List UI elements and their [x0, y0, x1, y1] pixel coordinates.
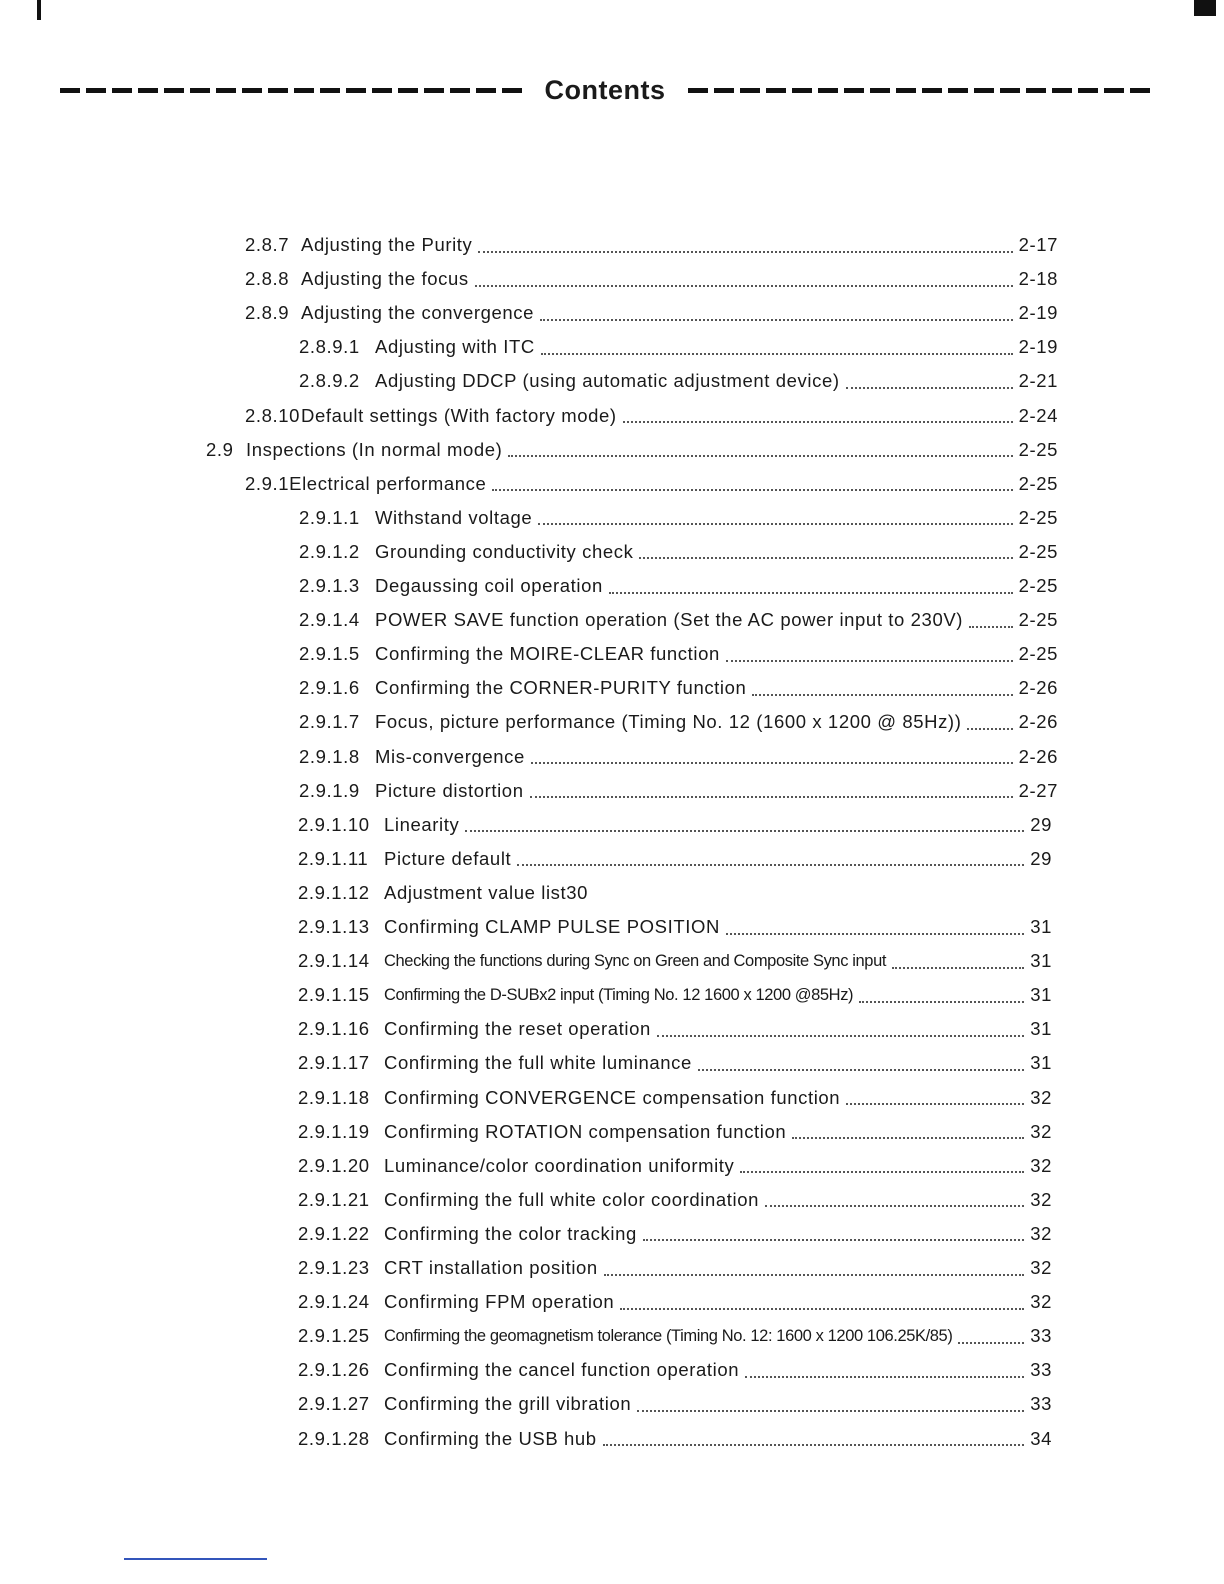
toc-entry-number: 2.9.1.23 — [298, 1257, 370, 1278]
toc-entry — [298, 808, 1052, 842]
toc-entry-page: 2-25 — [1018, 609, 1058, 631]
toc-entry-number: 2.9.1.21 — [298, 1188, 370, 1210]
toc-entry-number: 2.9.1.25 — [298, 1325, 370, 1347]
toc-entry-number: 2.9.1 — [245, 472, 290, 494]
toc-entry-title: Adjustment value list30 — [384, 881, 589, 903]
toc-entry-number: 2.9.1.26 — [298, 1359, 370, 1381]
toc-entry-title: Mis-convergence — [375, 745, 525, 767]
toc-entry-number: 2.9.1.13 — [298, 916, 370, 937]
toc-entry — [298, 1012, 1052, 1046]
toc-entry-number: 2.9.1.16 — [298, 1018, 370, 1040]
toc-entry-title: Confirming the reset operation — [384, 1018, 651, 1040]
toc-entry-number: 2.9.1.27 — [298, 1393, 370, 1415]
toc-entry-title: Adjusting with ITC — [375, 336, 535, 358]
toc-entry-page: 31 — [1030, 950, 1052, 972]
toc-entry-page: 2-19 — [1018, 302, 1058, 324]
toc-entry-number: 2.9.1.6 — [299, 677, 360, 699]
toc-entry-title: Adjusting the convergence — [301, 302, 535, 324]
toc-entry-page: 32 — [1030, 1120, 1052, 1142]
toc-entry-page: 31 — [1030, 916, 1052, 937]
dot-leader — [609, 591, 1013, 594]
toc-entry — [298, 944, 1052, 978]
toc-entry-number: 2.9.1.7 — [299, 711, 360, 733]
toc-entry — [299, 705, 1058, 739]
toc-entry-page: 34 — [1030, 1427, 1052, 1449]
dot-leader — [531, 761, 1013, 764]
toc-entry-page: 32 — [1030, 1086, 1052, 1108]
dot-leader — [958, 1341, 1024, 1344]
toc-entry — [206, 433, 1058, 467]
toc-entry-number: 2.9.1.24 — [298, 1291, 370, 1313]
toc-entry-number: 2.8.7 — [245, 234, 290, 255]
toc-entry-number: 2.9.1.19 — [298, 1120, 370, 1142]
toc-entry-page: 2-25 — [1018, 575, 1058, 596]
toc-entry-number: 2.8.9.2 — [299, 370, 360, 392]
dot-leader — [603, 1443, 1025, 1446]
toc-entry — [245, 228, 1058, 262]
toc-entry-title: Confirming CONVERGENCE compensation function — [384, 1086, 841, 1108]
toc-entry — [298, 1115, 1052, 1149]
toc-entry-title: Confirming CLAMP PULSE POSITION — [384, 916, 720, 937]
dot-leader — [538, 522, 1012, 525]
dot-leader — [745, 1375, 1024, 1378]
toc-entry-page: 2-25 — [1018, 643, 1058, 665]
toc-entry-page: 33 — [1030, 1325, 1052, 1347]
dot-leader — [478, 250, 1012, 253]
dot-leader — [892, 966, 1024, 969]
toc-entry-page: 2-21 — [1018, 370, 1058, 392]
toc-entry — [299, 330, 1058, 364]
toc-entry — [299, 740, 1058, 774]
toc-entry-page: 32 — [1030, 1222, 1052, 1244]
toc-entry — [298, 1285, 1052, 1319]
toc-entry-number: 2.9.1.18 — [298, 1086, 370, 1108]
dot-leader — [967, 727, 1012, 730]
toc-entry-number: 2.9.1.20 — [298, 1154, 370, 1176]
dot-leader — [508, 454, 1012, 457]
toc-entry — [299, 637, 1058, 671]
dot-leader — [792, 1136, 1024, 1139]
header-dash-line-left — [60, 88, 523, 93]
toc-entry — [298, 876, 1052, 910]
toc-entry-number: 2.9.1.9 — [299, 779, 360, 801]
toc-entry-number: 2.8.8 — [245, 268, 290, 290]
toc-entry-page: 32 — [1030, 1257, 1052, 1278]
toc-entry-page: 33 — [1030, 1393, 1052, 1415]
toc-entry — [298, 978, 1052, 1012]
toc-entry — [298, 1046, 1052, 1080]
header-dash-line-right — [688, 88, 1151, 93]
toc-entry-number: 2.9.1.2 — [299, 540, 360, 562]
toc-entry-number: 2.9.1.17 — [298, 1052, 370, 1074]
toc-entry — [298, 1353, 1052, 1387]
toc-entry — [245, 296, 1058, 330]
toc-entry-page: 2-19 — [1018, 336, 1058, 358]
toc-entry-page: 29 — [1030, 847, 1052, 869]
page-title: Contents — [544, 74, 666, 105]
toc-entry-page: 2-26 — [1018, 711, 1058, 733]
toc-entry-page: 31 — [1030, 1052, 1052, 1074]
toc-entry-page: 32 — [1030, 1188, 1052, 1210]
toc-entry-title: Confirming the grill vibration — [384, 1393, 632, 1415]
dot-leader — [726, 932, 1024, 935]
toc-entry-title: Confirming FPM operation — [384, 1291, 615, 1313]
toc-entry — [245, 399, 1058, 433]
corner-mark-left — [37, 0, 41, 20]
toc-entry — [298, 1387, 1052, 1421]
toc-entry-page: 29 — [1030, 813, 1052, 835]
toc-entry-title: POWER SAVE function operation (Set the AC power input to 230V) — [375, 609, 964, 631]
toc-entry-number: 2.9.1.14 — [298, 950, 370, 972]
toc-entry-title: Confirming the color tracking — [384, 1222, 637, 1244]
dot-leader — [752, 693, 1012, 696]
toc-entry — [299, 535, 1058, 569]
toc-entry-number: 2.9.1.12 — [298, 881, 370, 903]
toc-entry — [298, 1149, 1052, 1183]
toc-entry — [299, 671, 1058, 705]
toc-entry-number: 2.9.1.5 — [299, 643, 360, 665]
toc-entry-title: Confirming the USB hub — [384, 1427, 597, 1449]
toc-entry-title: Grounding conductivity check — [375, 540, 634, 562]
toc-entry-title: Checking the functions during Sync on Green and Composite Sync input — [384, 951, 887, 970]
toc-entry-number: 2.9.1.11 — [298, 847, 369, 869]
toc-entry-title: Withstand voltage — [375, 506, 533, 528]
dot-leader — [620, 1307, 1024, 1310]
toc-entry-page: 2-25 — [1018, 506, 1058, 528]
dot-leader — [726, 659, 1013, 662]
dot-leader — [657, 1034, 1024, 1037]
dot-leader — [740, 1170, 1024, 1173]
toc-entry-page: 2-25 — [1018, 472, 1058, 494]
toc-entry — [299, 364, 1058, 398]
toc-entry-page: 2-25 — [1018, 540, 1058, 562]
toc-entry-page: 32 — [1030, 1154, 1052, 1176]
toc-entry-number: 2.9 — [206, 438, 234, 460]
toc-entry — [298, 1217, 1052, 1251]
toc-entry-title: Confirming the D-SUBx2 input (Timing No. 12 1600 x 1200 @85Hz) — [384, 985, 854, 1004]
footer-rule — [124, 1558, 267, 1560]
toc-entry-title: Confirming the MOIRE-CLEAR function — [375, 643, 720, 665]
toc-entry-number: 2.9.1.8 — [299, 745, 360, 767]
dot-leader — [492, 488, 1012, 491]
dot-leader — [637, 1409, 1024, 1412]
toc-entry-page: 32 — [1030, 1291, 1052, 1313]
toc-entry — [298, 910, 1052, 944]
toc-entry-title: Electrical performance — [289, 472, 487, 494]
dot-leader — [698, 1068, 1024, 1071]
dot-leader — [530, 795, 1013, 798]
toc-entry — [245, 262, 1058, 296]
toc-entry-title: Adjusting the Purity — [301, 234, 473, 255]
dot-leader — [540, 318, 1013, 321]
dot-leader — [969, 625, 1013, 628]
dot-leader — [623, 420, 1013, 423]
toc-entry-number: 2.8.9.1 — [299, 336, 360, 358]
toc-entry-title: Confirming the cancel function operation — [384, 1359, 740, 1381]
toc-entry-title: Luminance/color coordination uniformity — [384, 1154, 735, 1176]
toc-entry-title: Confirming the geomagnetism tolerance (Timing No. 12: 1600 x 1200 106.25K/85) — [384, 1326, 953, 1345]
contents-header — [60, 72, 1150, 108]
dot-leader — [846, 1102, 1024, 1105]
toc-entry — [298, 1251, 1052, 1285]
toc-entry — [298, 1422, 1052, 1456]
toc-entry — [298, 842, 1052, 876]
toc-entry-number: 2.8.10 — [245, 404, 301, 426]
toc-entry-title: Confirming the full white luminance — [384, 1052, 692, 1074]
toc-entry-number: 2.9.1.28 — [298, 1427, 370, 1449]
dot-leader — [465, 829, 1024, 832]
dot-leader — [475, 284, 1013, 287]
toc-entry-page: 2-18 — [1018, 268, 1058, 290]
toc-entry-title: Focus, picture performance (Timing No. 12 (1600 x 1200 @ 85Hz)) — [375, 711, 962, 733]
toc-entry-number: 2.9.1.10 — [298, 813, 370, 835]
toc-entry-page: 33 — [1030, 1359, 1052, 1381]
toc-entry-title: Adjusting DDCP (using automatic adjustment device) — [375, 370, 840, 392]
toc-entry-number: 2.9.1.3 — [299, 575, 360, 596]
toc-entry-page: 31 — [1030, 984, 1052, 1006]
toc-entry-number: 2.9.1.4 — [299, 609, 360, 631]
toc-entry — [298, 1319, 1052, 1353]
dot-leader — [643, 1238, 1024, 1241]
toc-entry-title: Confirming ROTATION compensation function — [384, 1120, 787, 1142]
dot-leader — [765, 1204, 1024, 1207]
dot-leader — [859, 1000, 1024, 1003]
toc-entry-title: Picture distortion — [375, 779, 524, 801]
toc-entry-page: 2-17 — [1018, 234, 1058, 255]
dot-leader — [604, 1273, 1024, 1276]
toc-entry-page: 2-26 — [1018, 745, 1058, 767]
toc-entry-title: Inspections (In normal mode) — [246, 438, 503, 460]
toc-entry-number: 2.9.1.22 — [298, 1222, 370, 1244]
dot-leader — [541, 352, 1013, 355]
dot-leader — [517, 863, 1024, 866]
toc-entry — [245, 467, 1058, 501]
corner-mark-right — [1194, 0, 1216, 16]
toc-entry-title: Confirming the full white color coordination — [384, 1188, 759, 1210]
dot-leader — [846, 386, 1013, 389]
toc-entry — [299, 501, 1058, 535]
toc-entry-title: Picture default — [384, 847, 512, 869]
toc-entry-title: Degaussing coil operation — [375, 575, 603, 596]
toc-entry-number: 2.9.1.1 — [299, 506, 360, 528]
toc-entry — [298, 1183, 1052, 1217]
toc-entry-page: 2-25 — [1018, 438, 1058, 460]
toc-entry-title: Default settings (With factory mode) — [301, 404, 617, 426]
toc-entry-number: 2.8.9 — [245, 302, 290, 324]
toc-entry — [298, 1081, 1052, 1115]
toc-entry-page: 2-24 — [1018, 404, 1058, 426]
toc-entry-title: CRT installation position — [384, 1257, 598, 1278]
toc-entry — [299, 569, 1058, 603]
toc-entry-number: 2.9.1.15 — [298, 984, 370, 1006]
toc-entry — [299, 774, 1058, 808]
toc-entry-page: 31 — [1030, 1018, 1052, 1040]
toc-entry — [299, 603, 1058, 637]
toc-entry-title: Adjusting the focus — [301, 268, 469, 290]
toc-entry-title: Linearity — [384, 813, 460, 835]
toc-entry-title: Confirming the CORNER-PURITY function — [375, 677, 747, 699]
toc-entry-page: 2-27 — [1018, 779, 1058, 801]
dot-leader — [639, 556, 1012, 559]
toc-entry-page: 2-26 — [1018, 677, 1058, 699]
